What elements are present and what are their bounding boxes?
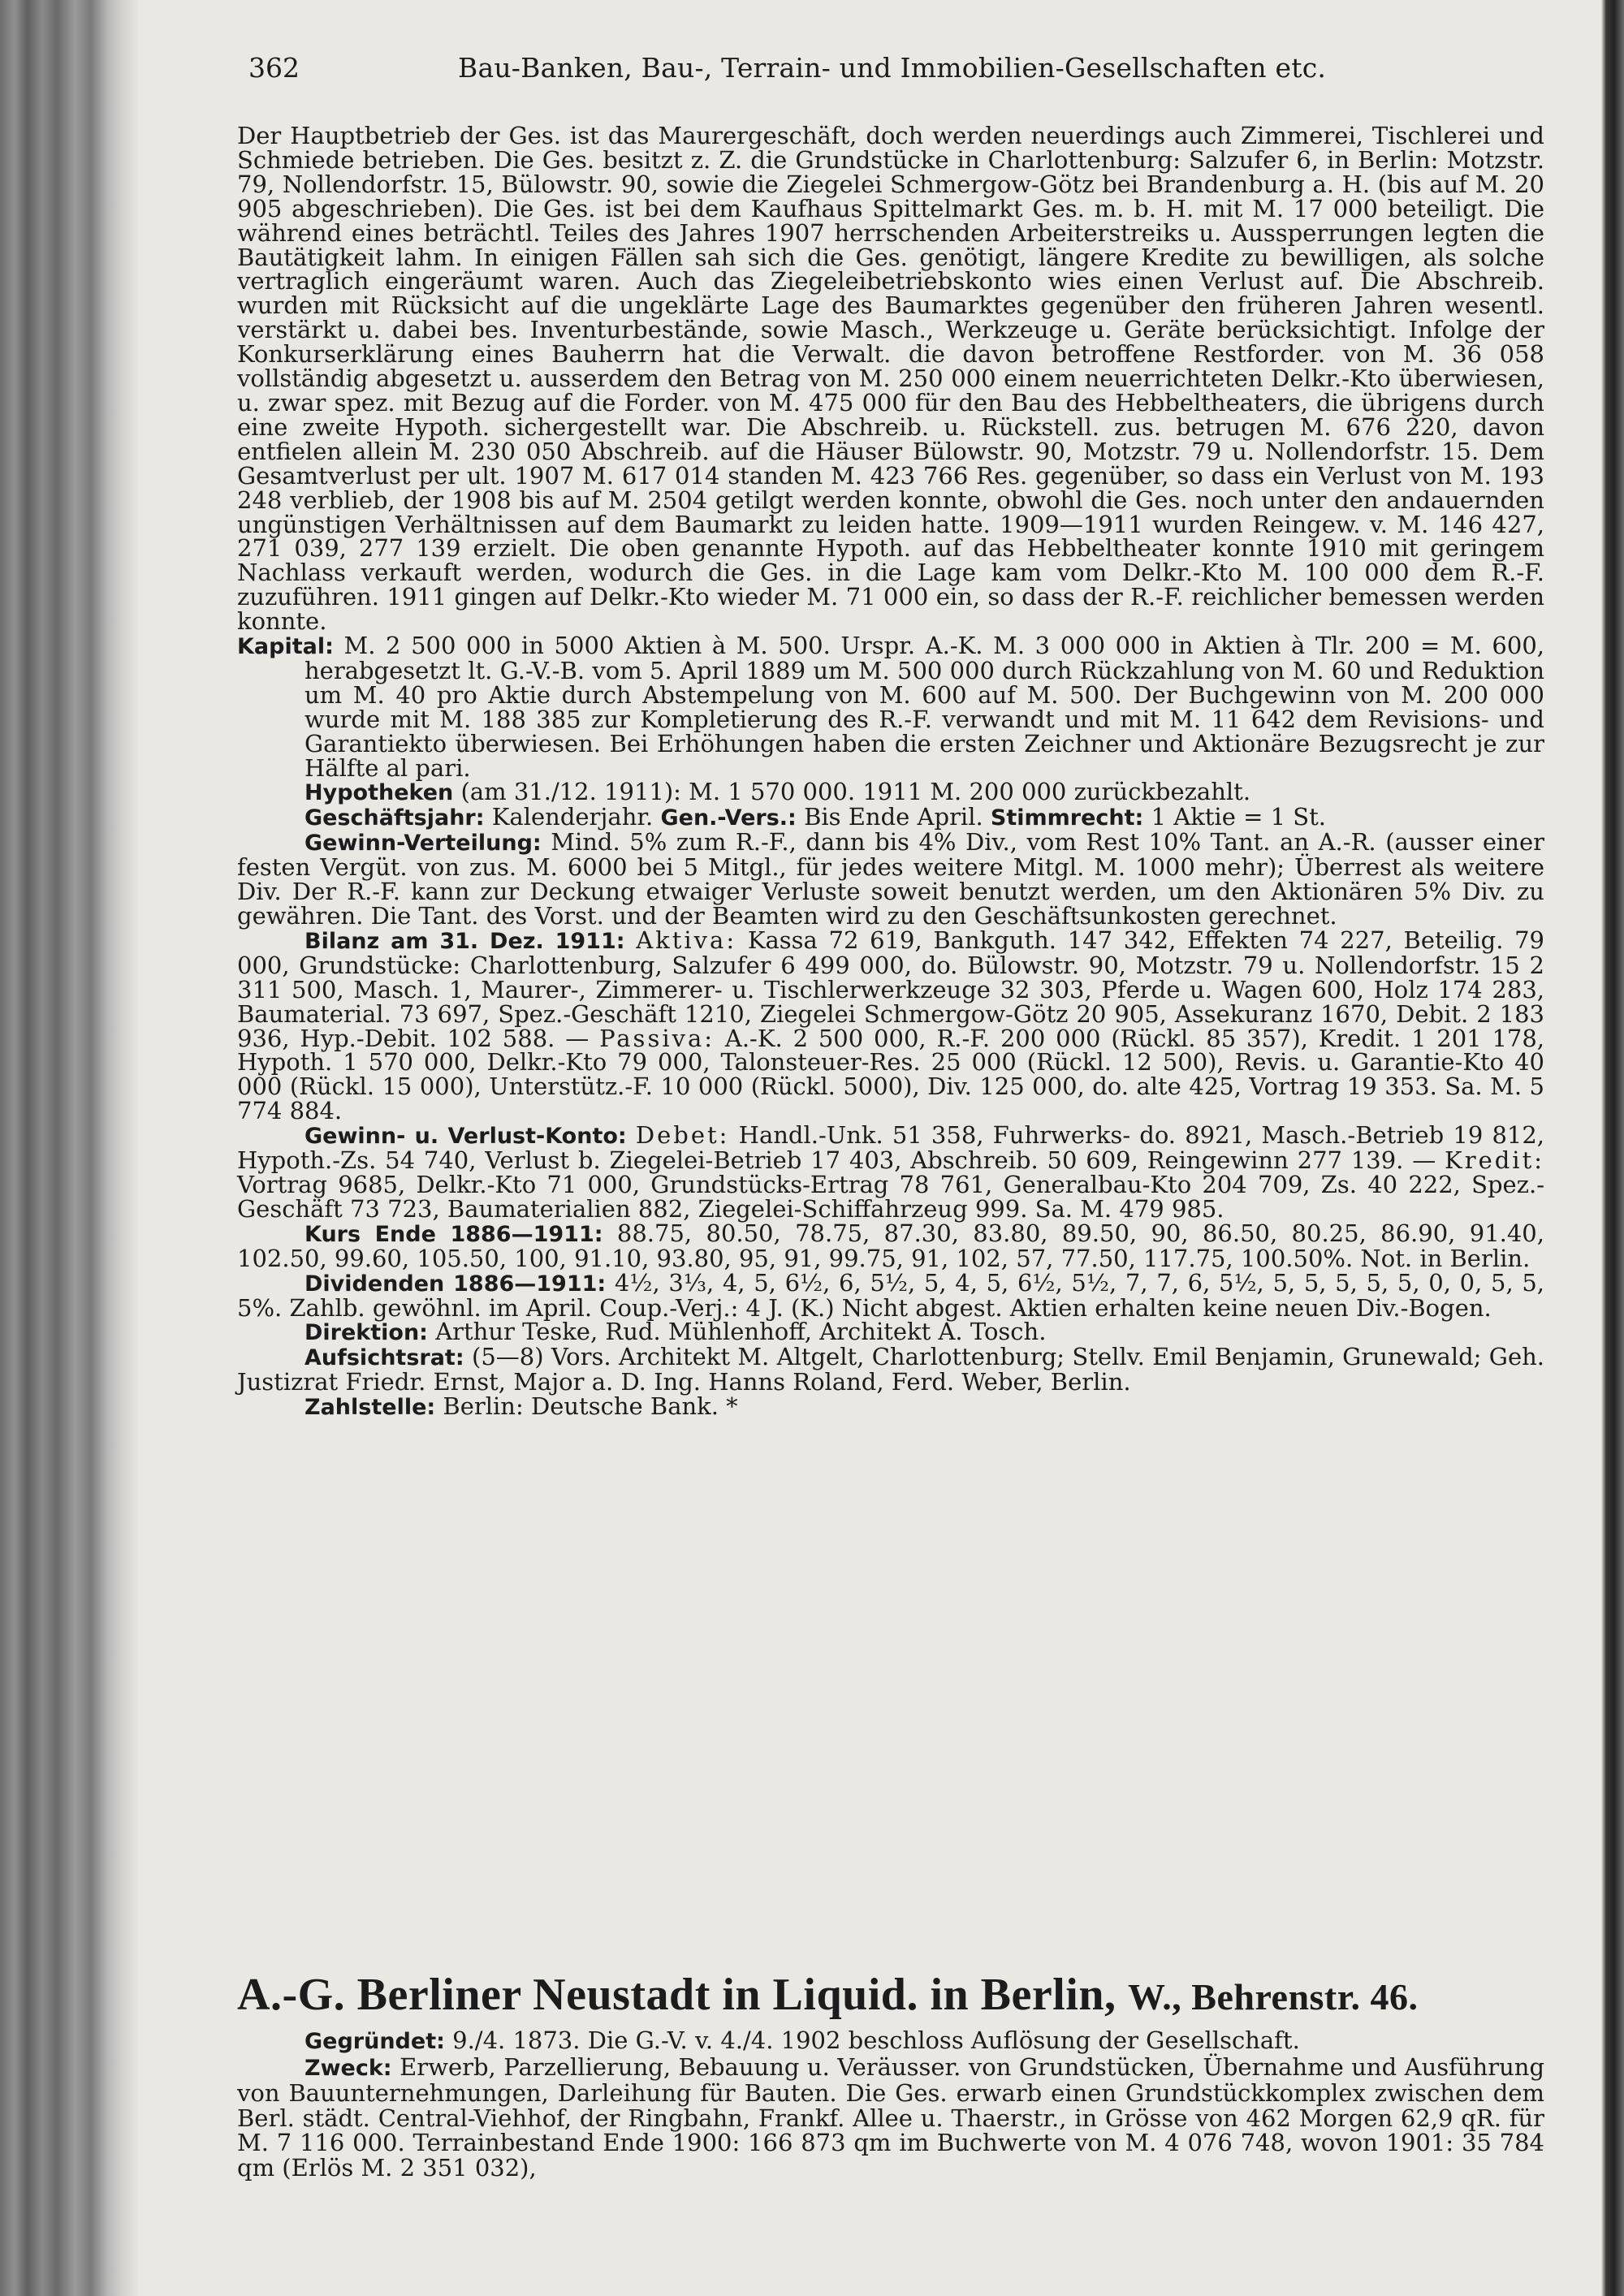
kapital-label: Kapital: (237, 634, 334, 660)
kapital-text: M. 2 500 000 in 5000 Aktien à M. 500. Urspr. A.-K. M. 3 000 000 in Aktien à Tlr. 200 = M. 600, herabgesetzt lt. G.-V.-B. vom 5. April 1889 um M. 500 000 durch Rückzahlung von M. 60 und Reduktion um M. 40 pro Aktie durch Abstempelung von M. 600 auf M. 500. Der Buchgewinn von M. 200 000 wurde mit M. 188 385 zur Kompletierung des R.-F. verwandt und mit M. 11 642 dem Revisions- und Garantiekto überwiesen. Bei Erhöhungen haben die ersten Zeichner und Aktionäre Bezugsrecht je zur Hälfte al pari. (304, 632, 1545, 782)
company-entry-2 (237, 2028, 1544, 2180)
aufsichtsrat-text: (5—8) Vors. Architekt M. Altgelt, Charlottenburg; Stellv. Emil Benjamin, Grunewald; Geh. Justizrat Friedr. Ernst, Major a. D. Ing. Hanns Roland, Ferd. Weber, Berlin. (237, 1343, 1545, 1396)
running-title: Bau-Banken, Bau-, Terrain- und Immobilien-Gesellschaften etc. (458, 52, 1327, 84)
kurs-label: Kurs Ende 1886—1911: (304, 1221, 603, 1247)
kapital-section (237, 634, 1544, 780)
guv-debet-text: Handl.-Unk. 51 358, Fuhrwerks- do. 8921, Masch.-Betrieb 19 812, Hypoth.-Zs. 54 740, Verlust b. Ziegelei-Betrieb 17 403, Abschreib. 50 609, Reingewinn 277 139. — (237, 1121, 1545, 1175)
zahlstelle-section (237, 1392, 1544, 1421)
company-entry-1 (237, 124, 1544, 1420)
stimmrecht-label: Stimmrecht: (990, 805, 1144, 831)
kredit-label: Kredit: (1445, 1146, 1544, 1175)
book-binding-edge (0, 0, 138, 2296)
company-2-title: A.-G. Berliner Neustadt in Liquid. in Berlin, (237, 1970, 1116, 2020)
page-number: 362 (248, 52, 300, 84)
stimmrecht-text: 1 Aktie = 1 St. (1151, 803, 1326, 831)
gewinn-verteilung-text: Mind. 5% zum R.-F., dann bis 4% Div., vom Rest 10% Tant. an A.-R. (ausser einer festen Vergüt. von zus. M. 6000 bei 5 Mitgl., für jedes weitere Mitgl. M. 1000 mehr); Überrest als weitere Div. Der R.-F. kann zur Deckung etwaiger Verluste soweit benutzt werden, um den Aktionären 5% Div. zu gewähren. Die Tant. des Vorst. und der Beamten wird zu den Geschäftsunkosten gerechnet. (237, 828, 1544, 930)
zweck-section (237, 2052, 1545, 2182)
gewinn-verteilung-section (237, 828, 1544, 930)
debet-label: Debet: (635, 1121, 730, 1150)
geschaeftsjahr-text: Kalenderjahr. (491, 803, 654, 831)
running-header (237, 52, 1544, 93)
gegruendet-text: 9./4. 1873. Die G.-V. v. 4./4. 1902 beschloss Auflösung der Gesellschaft. (452, 2026, 1300, 2054)
direktion-label: Direktion: (304, 1320, 428, 1346)
hypotheken-label: Hypotheken (304, 780, 454, 806)
hypotheken-section (237, 780, 1544, 805)
gen-vers-label: Gen.-Vers.: (660, 805, 797, 831)
aufsichtsrat-section (237, 1345, 1544, 1395)
direktion-section (237, 1320, 1544, 1345)
hypotheken-text: (am 31./12. 1911): M. 1 570 000. 1911 M. 200 000 zurückbezahlt. (460, 778, 1251, 806)
guv-section (237, 1121, 1545, 1223)
zweck-label: Zweck: (304, 2055, 392, 2081)
bilanz-passiva-text: A.-K. 2 500 000, R.-F. 200 000 (Rückl. 85 357), Kredit. 1 201 178, Hypoth. 1 570 000, Delkr.-Kto 79 000, Talonsteuer-Res. 25 000 (Rückl. 12 500), Revis. u. Garantie-Kto 40 000 (Rückl. 15 000), Unterstütz.-F. 10 000 (Rückl. 5000), Div. 125 000, do. alte 425, Vortrag 19 353. Sa. M. 5 774 884. (237, 1024, 1545, 1125)
guv-kredit-text: Vortrag 9685, Delkr.-Kto 71 000, Grundstücks-Ertrag 78 761, Generalbau-Kto 204 709, Zs. 40 222, Spez.-Geschäft 73 723, Baumaterialien 882, Ziegelei-Schiffahrzeug 999. Sa. M. 479 985. (237, 1170, 1544, 1223)
kurs-section (237, 1219, 1544, 1272)
business-description: Der Hauptbetrieb der Ges. ist das Maurergeschäft, doch werden neuerdings auch Zimmerei, Tischlerei und Schmiede betrieben. Die Ges. besitzt z. Z. die Grundstücke in Charlottenburg: Salzufer 6, in Berlin: Motzstr. 79, Nollendorfstr. 15, Bülowstr. 90, sowie die Ziegelei Schmergow-Götz bei Brandenburg a. H. (bis auf M. 20 905 abgeschrieben). Die Ges. ist bei dem Kaufhaus Spittelmarkt Ges. m. b. H. mit M. 17 000 beteiligt. Die während eines beträchtl. Teiles des Jahres 1907 herrschenden Arbeiterstreiks u. Aussperrungen legten die Bautätigkeit lahm. In einigen Fällen sah sich die Ges. genötigt, längere Kredite zu bewilligen, als solche vertraglich eingeräumt waren. Auch das Ziegeleibetriebskonto wies einen Verlust auf. Die Abschreib. wurden mit Rücksicht auf die ungeklärte Lage des Baumarktes gegenüber den früheren Jahren wesentl. verstärkt u. dabei bes. Inventurbestände, sowie Masch., Werkzeuge u. Geräte berücksichtigt. Infolge der Konkurserklärung eines Bauherrn hat die Verwalt. die davon betroffene Restforder. von M. 36 058 vollständig abgesetzt u. ausserdem den Betrag von M. 250 000 einem neuerrichteten Delkr.-Kto überwiesen, u. zwar spez. mit Bezug auf die Forder. von M. 475 000 für den Bau des Hebbeltheaters, die übrigens durch eine zweite Hypoth. sichergestellt war. Die Abschreib. u. Rückstell. zus. betrugen M. 676 220, davon entfielen allein M. 230 050 Abschreib. auf die Häuser Bülowstr. 90, Motzstr. 79 u. Nollendorfstr. 15. Dem Gesamtverlust per ult. 1907 M. 617 014 standen M. 423 766 Res. gegenüber, so dass ein Verlust von M. 193 248 verblieb, der 1908 bis auf M. 2504 getilgt werden konnte, obwohl die Ges. noch unter den andauernden ungünstigen Verhältnissen auf dem Baumarkt zu leiden hatte. 1909—1911 wurden Reingew. v. M. 146 427, 271 039, 277 139 erzielt. Die oben genannte Hypoth. auf das Hebbeltheater konnte 1910 mit geringem Nachlass verkauft werden, wodurch die Ges. in die Lage kam vom Delkr.-Kto M. 100 000 dem R.-F. zuzuführen. 1911 gingen auf Delkr.-Kto wieder M. 71 000 ein, so dass der R.-F. reichlicher bemessen werden konnte. (237, 122, 1544, 636)
dividenden-section (237, 1268, 1545, 1322)
aktiva-label: Aktiva: (636, 926, 737, 954)
passiva-label: Passiva: (599, 1024, 715, 1052)
bilanz-aktiva-text: Kassa 72 619, Bankguth. 147 342, Effekten 74 227, Beteilig. 79 000, Grundstücke: Charlottenburg, Salzufer 6 499 000, do. Bülowstr. 90, Motzstr. 79 u. Nollendorfstr. 15 2 311 500, Masch. 1, Maurer-, Zimmerer- u. Tischlerwerkzeuge 32 303, Pferde u. Wagen 600, Holz 174 283, Baumaterial. 73 697, Spez.-Geschäft 1210, Ziegelei Schmergow-Götz 20 905, Assekuranz 1670, Debit. 2 183 936, Hyp.-Debit. 102 588. — (237, 926, 1544, 1052)
guv-label: Gewinn- u. Verlust-Konto: (304, 1124, 627, 1150)
geschaeftsjahr-section (237, 805, 1544, 831)
bilanz-section (237, 926, 1545, 1125)
gen-vers-text: Bis Ende April. (804, 803, 983, 831)
aufsichtsrat-label: Aufsichtsrat: (304, 1345, 464, 1371)
kurs-text: 88.75, 80.50, 78.75, 87.30, 83.80, 89.50, 90, 86.50, 80.25, 86.90, 91.40, 102.50, 99.60, 105.50, 100, 91.10, 93.80, 95, 91, 99.75, 91, 102, 57, 77.50, 117.75, 100.50%. Not. in Berlin. (237, 1219, 1544, 1272)
bilanz-label: Bilanz am 31. Dez. 1911: (304, 928, 625, 954)
dividenden-label: Dividenden 1886—1911: (304, 1271, 607, 1297)
gewinn-verteilung-label: Gewinn-Verteilung: (304, 831, 542, 857)
gegruendet-label: Gegründet: (304, 2029, 445, 2054)
gegruendet-section (237, 2028, 1544, 2055)
geschaeftsjahr-label: Geschäftsjahr: (304, 805, 485, 831)
page-right-edge (1601, 0, 1624, 2296)
zahlstelle-label: Zahlstelle: (304, 1395, 436, 1421)
company-2-address: W., Behrenstr. 46. (1127, 1976, 1419, 2018)
dividenden-text: 4½, 3⅓, 4, 5, 6½, 6, 5½, 5, 4, 5, 6½, 5½, 7, 7, 6, 5½, 5, 5, 5, 5, 5, 0, 0, 5, 5, 5%. Zahlb. gewöhnl. im April. Coup.-Verj.: 4 J. (K.) Nicht abgest. Aktien erhalten keine neuen Div.-Bogen. (237, 1268, 1545, 1322)
zahlstelle-text: Berlin: Deutsche Bank. * (443, 1392, 738, 1421)
company-entry-2-heading (237, 1969, 1544, 2021)
zweck-text: Erwerb, Parzellierung, Bebauung u. Veräusser. von Grundstücken, Übernahme und Ausführung von Bauunternehmungen, Darleihung für Bauten. Die Ges. erwarb einen Grundstückkomplex zwischen dem Berl. städt. Central-Viehhof, der Ringbahn, Frankf. Allee u. Thaerstr., in Grösse von 462 Morgen 62,9 qR. für M. 7 116 000. Terrainbestand Ende 1900: 166 873 qm im Buchwerte von M. 4 076 748, wovon 1901: 35 784 qm (Erlös M. 2 351 032), (237, 2052, 1545, 2182)
direktion-text: Arthur Teske, Rud. Mühlenhoff, Architekt A. Tosch. (435, 1318, 1047, 1346)
